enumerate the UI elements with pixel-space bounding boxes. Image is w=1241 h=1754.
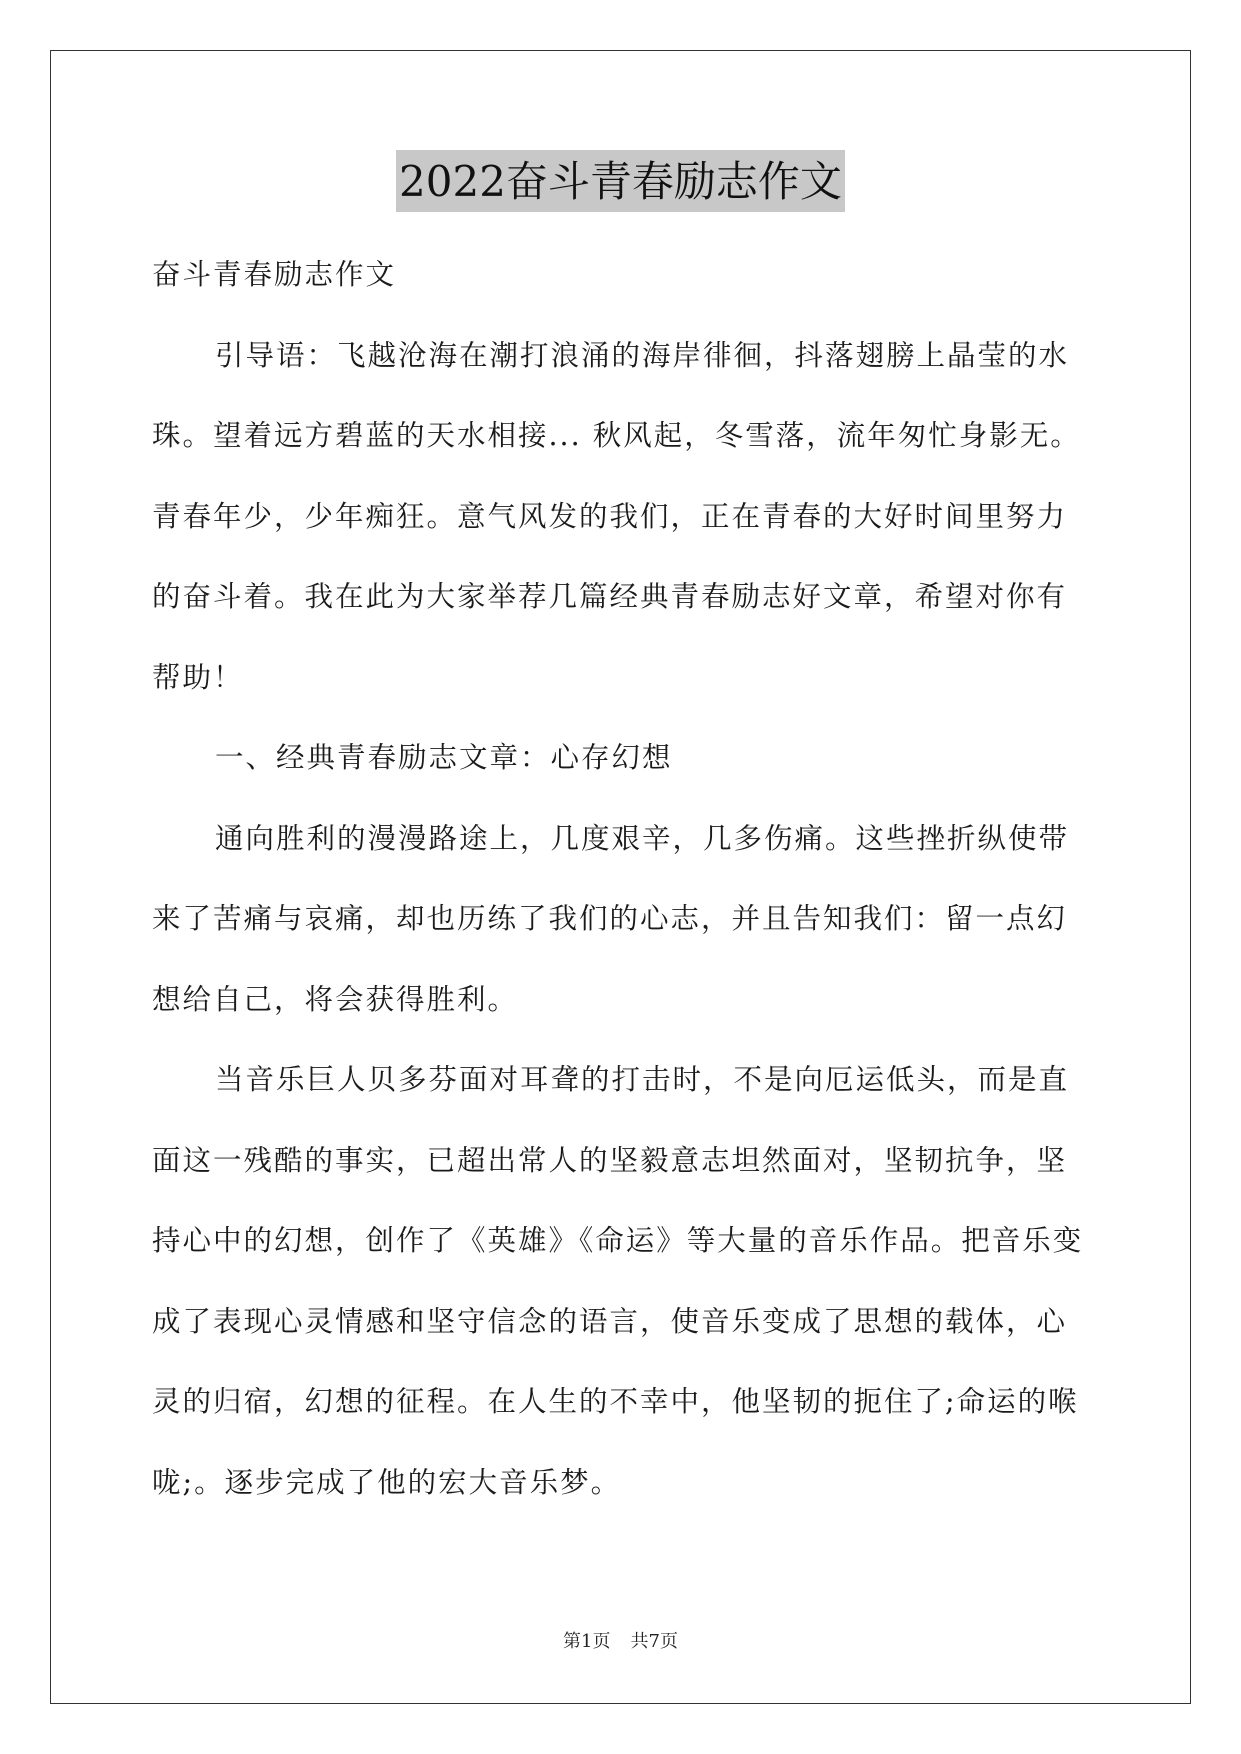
text-line: 一、经典青春励志文章：心存幻想 (215, 741, 673, 774)
text-line: 青春年少，少年痴狂。意气风发的我们，正在青春的大好时间里努力 (152, 499, 1068, 533)
paragraph (152, 316, 1102, 719)
page-total: 共7页 (630, 1631, 678, 1652)
paragraph (152, 718, 1102, 799)
paragraph (152, 235, 1102, 316)
title-wrap (0, 150, 1241, 212)
text-line: 面这一残酷的事实，已超出常人的坚毅意志坦然面对，坚韧抗争，坚 (152, 1143, 1068, 1177)
text-line: 帮助！ (152, 660, 244, 694)
document-body (152, 235, 1102, 1523)
text-line: 通向胜利的漫漫路途上，几度艰辛，几多伤痛。这些挫折纵使带 (215, 821, 1070, 855)
page-footer (0, 1627, 1241, 1653)
text-line: 灵的归宿，幻想的征程。在人生的不幸中，他坚韧的扼住了;命运的喉 (152, 1385, 1079, 1418)
text-line: 的奋斗着。我在此为大家举荐几篇经典青春励志好文章，希望对你有 (152, 580, 1068, 613)
text-line: 奋斗青春励志作文 (152, 258, 397, 291)
paragraph (152, 799, 1102, 1041)
paragraph (152, 1040, 1102, 1523)
text-line: 当音乐巨人贝多芬面对耳聋的打击时，不是向厄运低头，而是直 (215, 1063, 1070, 1096)
text-line: 成了表现心灵情感和坚守信念的语言，使音乐变成了思想的载体，心 (152, 1304, 1068, 1338)
page-number: 第1页 (563, 1631, 611, 1652)
text-line: 持心中的幻想，创作了《英雄》《命运》等大量的音乐作品。把音乐变 (152, 1224, 1084, 1257)
text-line: 引导语：飞越沧海在潮打浪涌的海岸徘徊，抖落翅膀上晶莹的水 (215, 338, 1070, 372)
text-line: 想给自己，将会获得胜利。 (152, 982, 519, 1016)
text-line: 来了苦痛与哀痛，却也历练了我们的心志，并且告知我们：留一点幻 (152, 902, 1068, 935)
text-line: 咙;。逐步完成了他的宏大音乐梦。 (152, 1465, 622, 1499)
text-line: 珠。望着远方碧蓝的天水相接... 秋风起，冬雪落，流年匆忙身影无。 (152, 419, 1081, 452)
document-title: 2022奋斗青春励志作文 (396, 150, 845, 212)
